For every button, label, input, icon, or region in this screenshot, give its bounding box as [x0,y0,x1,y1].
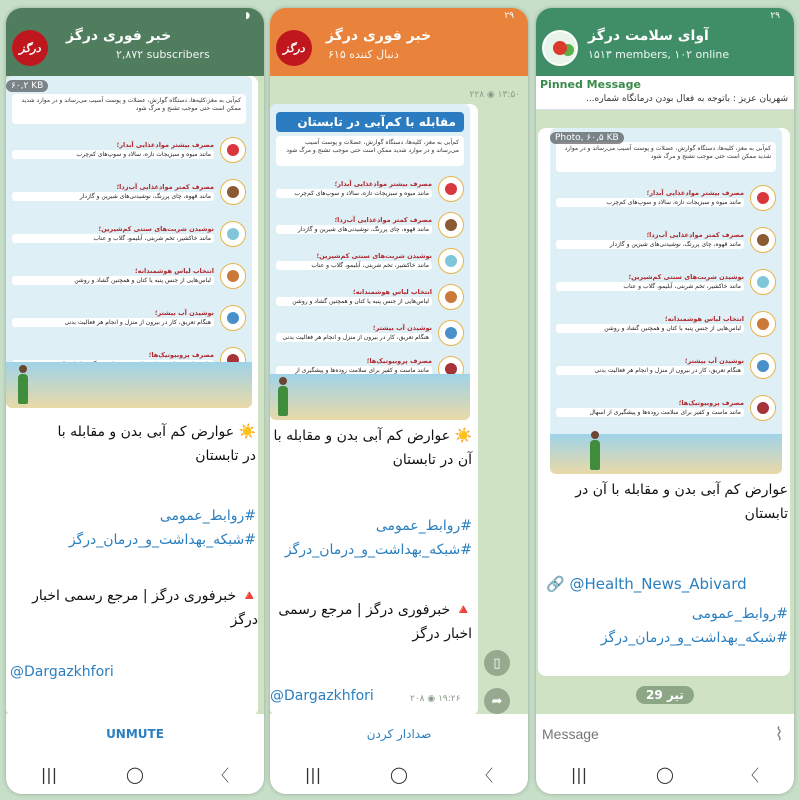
hashtag-link[interactable]: #روابط_عمومی [159,508,256,524]
row-text: مانند خاکشیر، تخم شربتی، آبلیمو، گلاب و عناب [276,261,432,270]
home-icon[interactable]: ◯ [656,764,674,784]
pinned-text: شهریان عزیز : باتوجه به فعال بودن درمانگاه شماره... [585,94,788,104]
caption-line-2: در تابستان [195,448,256,464]
row-text: هنگام تعریق، کار در بیرون از منزل و انجام هر فعالیت بدنی [276,333,432,342]
infographic-row [12,172,246,212]
android-nav-bar [270,754,528,794]
infographic-image[interactable] [270,104,470,420]
footer-line-2: اخبار درگز [412,626,472,642]
glass-icon [438,248,464,274]
infographic-row [12,214,246,254]
group-avatar[interactable] [542,30,578,66]
channel-title: خبر فوری درگز [66,28,172,44]
message-bubble[interactable] [6,76,258,716]
row-title: انتخاب لباس هوشمندانه؛ [135,267,214,275]
person-figure [590,440,600,470]
chat-area [536,112,794,754]
row-text: مانند ماست و کفیر برای سلامت روده‌ها و پیشگیری از [276,366,432,382]
infographic-row [556,346,776,386]
message-bubble[interactable] [270,104,478,716]
row-title: نوشیدن آب بیشتر؛ [154,309,214,317]
channel-handle-link[interactable]: @Dargazkhfori [270,688,374,704]
yogurt-icon [750,395,776,421]
infographic-intro: کم‌آبی به مغز، کلیه‌ها، دستگاه گوارش، عضلات و پوست آسیب می‌رساند و در موارد شدید ممکن است حتی موجب تشنج و مرگ شود [556,142,776,172]
infographic-row [276,244,464,278]
footer-line-2: درگز [230,612,258,628]
bottle-icon [220,305,246,331]
row-text: مانند میوه و سبزیجات تازه، سالاد و سوپ‌های کم‌چرب [12,150,214,159]
chat-area [270,76,528,754]
recent-apps-icon[interactable]: ||| [304,764,322,784]
infographic-row [556,388,776,428]
hashtags [272,514,472,562]
row-text: لباس‌هایی از جنس پنبه یا کتان و همچنین گشاد و روشن [556,324,744,333]
shirt-icon [220,263,246,289]
beach-scene [550,434,782,474]
row-title: نوشیدن شربت‌های سنتی کم‌شیرین؛ [628,273,744,281]
back-icon[interactable]: 〈 [212,765,229,785]
hashtag-link[interactable]: #شبکه_بهداشت_و_درمان_درگز [284,542,472,558]
infographic-row [556,262,776,302]
infographic-title: مقابله با کم‌آبی در تابستان [276,112,464,132]
row-text: مانند قهوه، چای پررنگ، نوشیدنی‌های شیرین و گازدار [276,225,432,234]
row-text: لباس‌هایی از جنس پنبه یا کتان و همچنین گشاد و روشن [276,297,432,306]
row-title: مصرف بیشتر موادغذایی آبدار؛ [646,189,744,197]
home-icon[interactable]: ◯ [390,764,408,784]
message-caption [6,420,256,468]
row-title: مصرف پروبیوتیک‌ها؛ [148,351,214,359]
views-time: ۲۲۸ ◉ ۱۳:۵۰ [469,90,520,100]
row-title: مصرف کمتر موادغذایی آب‌زدا؛ [334,216,432,224]
infographic-intro: کم‌آبی به مغز، کلیه‌ها، دستگاه گوارش، عضلات و پوست آسیب می‌رساند و در موارد شدید ممکن است حتی موجب تشنج و مرگ شود [276,136,464,166]
status-indicator: ◗ [245,11,250,21]
message-input-bar [536,714,794,754]
unmute-button[interactable]: UNMUTE [6,714,264,754]
infographic-row [12,298,246,338]
apple-icon [438,176,464,202]
phone-screen-2 [270,8,528,794]
pinned-title: Pinned Message [540,78,641,91]
footer-text [6,584,258,632]
infographic-row [556,220,776,260]
android-nav-bar [536,754,794,794]
status-indicator: ۲۹ [770,11,780,21]
follower-count: ۶۱۵ دنبال کننده [328,48,399,61]
channel-avatar[interactable] [276,30,312,66]
teapot-icon [220,179,246,205]
channel-handle-link[interactable]: 🔗 @Health_News_Abivard [546,575,747,593]
channel-header[interactable] [6,26,264,76]
row-text: مانند میوه و سبزیجات تازه، سالاد و سوپ‌های کم‌چرب [556,198,744,207]
row-title: مصرف کمتر موادغذایی آب‌زدا؛ [116,183,214,191]
channel-title: خبر فوری درگز [326,28,432,44]
recent-apps-icon[interactable]: ||| [40,764,58,784]
footer-line-1: 🔺 خبرفوری درگز | مرجع رسمی [278,602,472,618]
channel-avatar[interactable] [12,30,48,66]
teapot-icon [438,212,464,238]
row-title: انتخاب لباس هوشمندانه؛ [353,288,432,296]
hashtag-link[interactable]: #شبکه_بهداشت_و_درمان_درگز [600,630,788,646]
file-size-badge: ۶۰,۲ KB [6,80,48,92]
members-online: ۱۵۱۳ members, ۱۰۲ online [588,48,730,61]
infographic-row [556,304,776,344]
row-text: مانند خاکشیر، تخم شربتی، آبلیمو، گلاب و عناب [556,282,744,291]
infographic-row [276,208,464,242]
infographic-row [556,178,776,218]
bottle-icon [438,320,464,346]
person-figure [278,386,288,416]
message-caption [538,478,788,526]
row-text: لباس‌هایی از جنس پنبه یا کتان و همچنین گشاد و روشن [12,276,214,285]
infographic-row [276,280,464,314]
hashtags [6,504,256,552]
subscriber-count: ۲,۸۷۲ subscribers [116,48,210,61]
chat-area [6,76,264,754]
pinned-message-bar[interactable] [536,76,794,110]
status-bar [270,8,528,26]
android-nav-bar [6,754,264,794]
beach-scene [6,362,252,408]
hashtag-link[interactable]: #شبکه_بهداشت_و_درمان_درگز [68,532,256,548]
back-icon[interactable]: 〈 [742,765,759,785]
row-title: انتخاب لباس هوشمندانه؛ [665,315,744,323]
row-title: مصرف بیشتر موادغذایی آبدار؛ [116,141,214,149]
share-icon[interactable]: ➦ [484,688,510,714]
attach-icon[interactable]: ⌇ [774,723,784,745]
message-caption [272,424,472,472]
glass-icon [220,221,246,247]
row-title: نوشیدن شربت‌های سنتی کم‌شیرین؛ [98,225,214,233]
infographic-rows [276,172,464,386]
views-time: ۲۰۸ ◉ ۱۹:۲۶ [410,694,461,704]
row-title: مصرف پروبیوتیک‌ها؛ [366,356,432,365]
file-size-badge: Photo, ۶۰,۵ KB [550,132,624,144]
shirt-icon [438,284,464,310]
teapot-icon [750,227,776,253]
beach-scene [270,374,470,420]
infographic-image[interactable] [6,76,252,408]
apple-icon [220,137,246,163]
caption-line-2: آن در تابستان [392,452,472,468]
infographic-row [12,130,246,170]
row-text: هنگام تعریق، کار در بیرون از منزل و انجام هر فعالیت بدنی [556,366,744,375]
recent-apps-icon[interactable]: ||| [570,764,588,784]
group-title: آوای سلامت درگز [588,28,709,44]
row-text: مانند میوه و سبزیجات تازه، سالاد و سوپ‌های کم‌چرب [276,189,432,198]
hashtags [538,602,788,650]
phone-screen-1 [6,8,264,794]
home-icon[interactable]: ◯ [126,764,144,784]
bottle-icon [750,353,776,379]
hashtag-link[interactable]: #روابط_عمومی [691,606,788,622]
hashtag-link[interactable]: #روابط_عمومی [375,518,472,534]
shirt-icon [750,311,776,337]
row-title: نوشیدن آب بیشتر؛ [372,324,432,332]
status-bar [6,8,264,26]
row-text: هنگام تعریق، کار در بیرون از منزل و انجام هر فعالیت بدنی [12,318,214,327]
footer-line-1: 🔺 خبرفوری درگز | مرجع رسمی اخبار [32,588,258,604]
caption-line-2: تابستان [744,506,788,522]
back-icon[interactable]: 〈 [476,765,493,785]
date-separator: 29 تیر [636,686,694,704]
status-bar [536,8,794,26]
message-input[interactable] [542,726,764,742]
row-title: مصرف کمتر موادغذایی آب‌زدا؛ [646,231,744,239]
caption-line-1: ☀️ عوارض کم آبی بدن و مقابله با [57,424,256,440]
row-title: مصرف پروبیوتیک‌ها؛ [678,399,744,407]
infographic-image[interactable] [550,128,782,474]
status-indicator: ۲۹ [504,11,514,21]
infographic-row [12,256,246,296]
glass-icon [750,269,776,295]
message-bubble[interactable] [538,128,790,676]
channel-header[interactable] [270,26,528,76]
bookmark-icon[interactable]: ▯ [484,650,510,676]
avatar-text: درگز [283,41,305,55]
channel-handle-link[interactable]: @Dargazkhfori [10,664,114,680]
unmute-button[interactable]: صدادار کردن [270,714,528,754]
group-header[interactable] [536,26,794,76]
caption-line-1: ☀️ عوارض کم آبی بدن و مقابله با [273,428,472,444]
infographic-row [276,172,464,206]
row-text: مانند قهوه، چای پررنگ، نوشیدنی‌های شیرین و گازدار [556,240,744,249]
footer-text [272,598,472,646]
infographic-row [276,316,464,350]
infographic-intro: کم‌آبی به مغز،کلیه‌ها، دستگاه گوارش، عضلات و پوست آسیب می‌رساند و در موارد شدید ممکن است حتی موجب تشنج و مرگ شود [12,94,246,124]
row-text: مانند خاکشیر، تخم شربتی، آبلیمو، گلاب و عناب [12,234,214,243]
infographic-rows [556,178,776,428]
row-title: نوشیدن شربت‌های سنتی کم‌شیرین؛ [316,252,432,260]
avatar-text: درگز [19,41,41,55]
caption-line-1: عوارض کم آبی بدن و مقابله با آن در [575,482,788,498]
row-text: مانند قهوه، چای پررنگ، نوشیدنی‌های شیرین و گازدار [12,192,214,201]
infographic-rows [12,130,246,380]
apple-icon [750,185,776,211]
row-title: مصرف بیشتر موادغذایی آبدار؛ [334,180,432,188]
person-figure [18,374,28,404]
row-text: مانند ماست و کفیر برای سلامت روده‌ها و پیشگیری از اسهال [556,408,744,417]
phone-screen-3 [536,8,794,794]
row-title: نوشیدن آب بیشتر؛ [684,357,744,365]
